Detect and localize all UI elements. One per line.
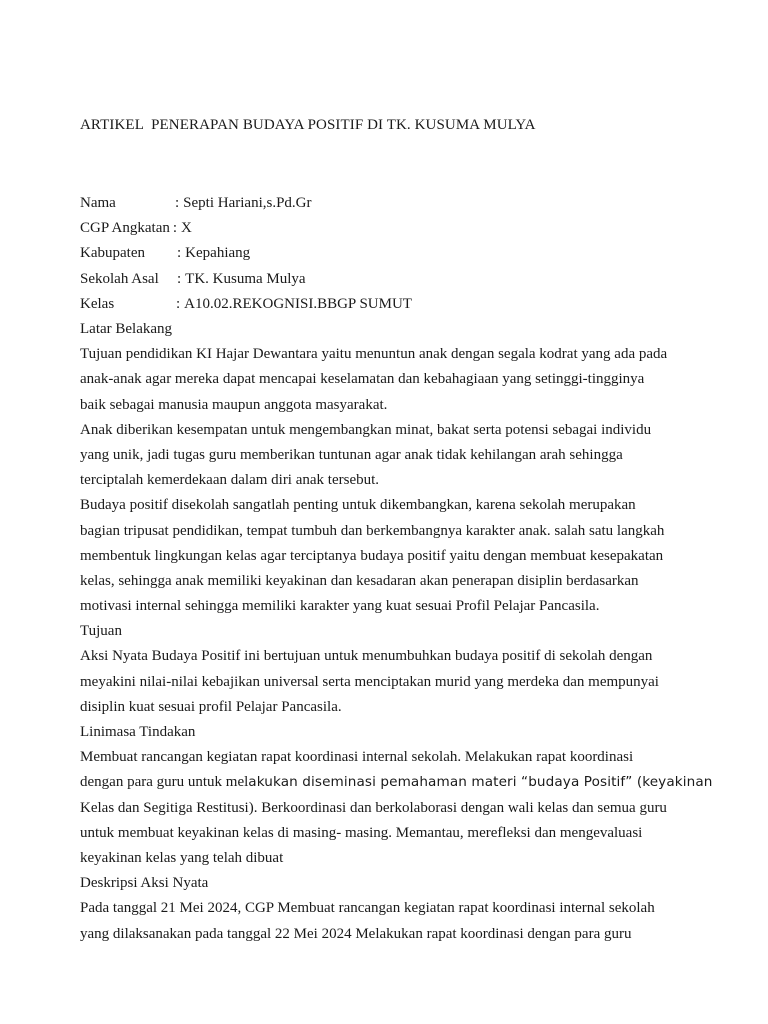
meta-value: Septi Hariani,s.Pd.Gr	[183, 195, 312, 211]
author-info	[80, 191, 412, 317]
paragraph-line: anak-anak agar mereka dapat mencapai keselamatan dan kebahagiaan yang setinggi-tingginya	[80, 371, 645, 388]
meta-value: A10.02.REKOGNISI.BBGP SUMUT	[184, 295, 412, 312]
section-heading-linimasa-tindakan: Linimasa Tindakan	[80, 724, 196, 740]
paragraph-line: untuk membuat keyakinan kelas di masing- masing. Memantau, merefleksi dan mengevaluasi	[80, 824, 643, 841]
paragraph-line: Pada tanggal 21 Mei 2024, CGP Membuat rancangan kegiatan rapat koordinasi internal sekolah	[80, 900, 655, 917]
meta-row-sekolah-asal	[80, 267, 412, 292]
section-heading-deskripsi-aksi-nyata: Deskripsi Aksi Nyata	[80, 875, 209, 892]
document-title: ARTIKEL PENERAPAN BUDAYA POSITIF DI TK. KUSUMA MULYA	[80, 117, 536, 133]
meta-row-nama	[80, 191, 412, 216]
paragraph-line: yang dilaksanakan pada tanggal 22 Mei 2024 Melakukan rapat koordinasi dengan para guru	[80, 925, 632, 942]
meta-key: Kelas	[80, 295, 115, 312]
paragraph-line: Membuat rancangan kegiatan rapat koordinasi internal sekolah. Melakukan rapat koordinasi	[80, 749, 634, 766]
paragraph-line: disiplin kuat sesuai profil Pelajar Pancasila.	[80, 698, 342, 715]
meta-key: Nama	[80, 195, 116, 211]
paragraph-line: Tujuan pendidikan KI Hajar Dewantara yaitu menuntun anak dengan segala kodrat yang ada pada	[80, 346, 668, 363]
meta-row-kelas	[80, 292, 412, 317]
meta-separator: :	[177, 270, 182, 287]
paragraph-text: dengan para guru untuk mel	[80, 774, 249, 791]
paragraph-line: kelas, sehingga anak memiliki keyakinan dan kesadaran akan penerapan disiplin berdasarkan	[80, 572, 639, 589]
meta-value: Kepahiang	[185, 245, 251, 262]
section-heading-tujuan: Tujuan	[80, 623, 122, 640]
paragraph-line	[80, 770, 713, 795]
meta-key: CGP Angkatan	[80, 220, 170, 237]
meta-separator: :	[175, 195, 180, 211]
paragraph-line: motivasi internal sehingga memiliki karakter yang kuat sesuai Profil Pelajar Pancasila.	[80, 598, 600, 615]
meta-row-cgp-angkatan	[80, 216, 412, 241]
document-body	[80, 317, 713, 947]
paragraph-line: Aksi Nyata Budaya Positif ini bertujuan untuk menumbuhkan budaya positif di sekolah dengan	[80, 648, 653, 665]
paragraph-line: Kelas dan Segitiga Restitusi). Berkoordinasi dan berkolaborasi dengan wali kelas dan semua guru	[80, 799, 667, 816]
paragraph-line: terciptalah kemerdekaan dalam diri anak tersebut.	[80, 472, 380, 489]
meta-separator: :	[172, 220, 178, 237]
paragraph-line: membentuk lingkungan kelas agar terciptanya budaya positif yaitu dengan membuat kesepakatan	[80, 547, 664, 564]
meta-key: Sekolah Asal	[80, 270, 159, 287]
paragraph-line: meyakini nilai-nilai kebajikan universal serta menciptakan murid yang merdeka dan mempunyai	[80, 673, 659, 690]
meta-row-kabupaten	[80, 241, 412, 266]
paragraph-line: keyakinan kelas yang telah dibuat	[80, 849, 284, 866]
section-heading-latar-belakang: Latar Belakang	[80, 321, 173, 337]
paragraph-line: Anak diberikan kesempatan untuk mengembangkan minat, bakat serta potensi sebagai individu	[80, 421, 652, 438]
meta-value: TK. Kusuma Mulya	[185, 270, 306, 287]
paragraph-line: yang unik, jadi tugas guru memberikan tuntunan agar anak tidak kehilangan arah sehingga	[80, 446, 623, 463]
meta-value: X	[181, 220, 192, 237]
paragraph-line: baik sebagai manusia maupun anggota masyarakat.	[80, 396, 388, 413]
meta-separator: :	[177, 245, 182, 262]
meta-separator: :	[176, 295, 181, 312]
paragraph-line: bagian tripusat pendidikan, tempat tumbuh dan berkembangnya karakter anak. salah satu langkah	[80, 522, 665, 539]
paragraph-line: Budaya positif disekolah sangatlah penting untuk dikembangkan, karena sekolah merupakan	[80, 497, 636, 514]
paragraph-text-alt-font: akukan diseminasi pemahaman materi “budaya Positif” (keyakinan	[248, 774, 713, 791]
meta-key: Kabupaten	[80, 245, 145, 262]
